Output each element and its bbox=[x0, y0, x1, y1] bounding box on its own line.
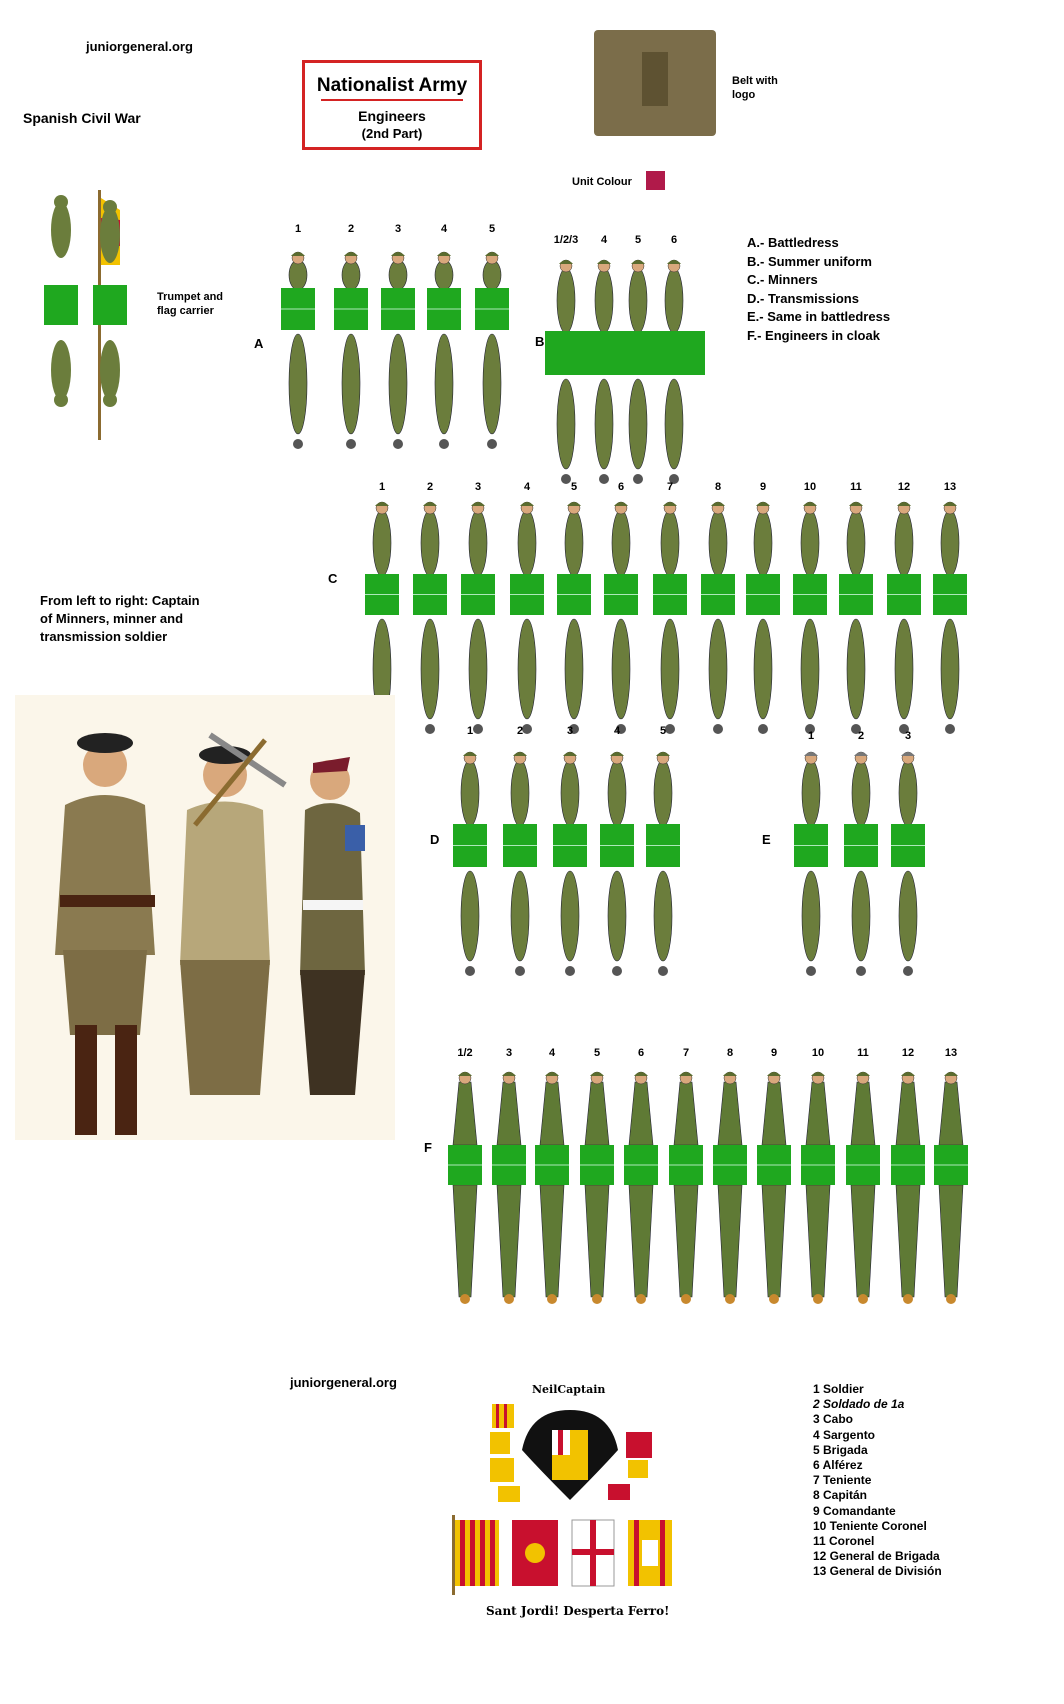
soldier-figure bbox=[836, 500, 876, 735]
figure-number: 1 bbox=[466, 725, 474, 737]
rank-item: 8 Capitán bbox=[813, 1488, 868, 1503]
figure-number: 7 bbox=[682, 1047, 690, 1059]
row-label-e: E bbox=[762, 832, 771, 847]
figure-number: 3 bbox=[394, 223, 402, 235]
rank-list bbox=[813, 1382, 942, 1580]
figure-number: 12 bbox=[897, 481, 911, 493]
unit-colour-label: Unit Colour bbox=[572, 176, 632, 188]
figure-number: 1 bbox=[294, 223, 302, 235]
soldier-figure bbox=[410, 500, 450, 735]
figure-number: 4 bbox=[523, 481, 531, 493]
legend-item: B.- Summer uniform bbox=[747, 253, 872, 269]
soldier-figure bbox=[790, 500, 830, 735]
soldier-figure bbox=[754, 1070, 794, 1305]
figure-number: 3 bbox=[904, 730, 912, 742]
author-name: NeilCaptain bbox=[532, 1383, 606, 1396]
page-title: Nationalist Army bbox=[316, 75, 468, 96]
uniform-illustration bbox=[15, 695, 395, 1140]
soldier-figure bbox=[577, 1070, 617, 1305]
soldier-figure bbox=[841, 750, 881, 977]
legend-item: D.- Transmissions bbox=[747, 290, 859, 306]
soldier-figure bbox=[601, 500, 641, 735]
soldier-figure bbox=[445, 1070, 485, 1305]
soldier-figure bbox=[472, 250, 512, 450]
figure-number: 6 bbox=[637, 1047, 645, 1059]
soldier-figure bbox=[843, 1070, 883, 1305]
figure-number: 4 bbox=[440, 223, 448, 235]
rank-item: 10 Teniente Coronel bbox=[813, 1518, 927, 1533]
soldier-figure bbox=[743, 500, 783, 735]
figure-number: 2 bbox=[516, 725, 524, 737]
soldier-figure bbox=[489, 1070, 529, 1305]
base-strip bbox=[545, 331, 705, 375]
figure-number: 1 bbox=[378, 481, 386, 493]
figure-number: 1/2/3 bbox=[553, 234, 579, 246]
rank-item: 11 Coronel bbox=[813, 1534, 875, 1549]
figure-number: 11 bbox=[850, 481, 862, 493]
figure-number: 2 bbox=[857, 730, 865, 742]
soldier-figure bbox=[500, 750, 540, 977]
figure-number: 13 bbox=[944, 1047, 958, 1059]
row-label-d: D bbox=[430, 832, 440, 847]
figure-number: 10 bbox=[811, 1047, 825, 1059]
soldier-figure bbox=[791, 750, 831, 977]
figure-number: 3 bbox=[505, 1047, 513, 1059]
trumpet-flag-figures bbox=[30, 190, 130, 445]
figure-number: 5 bbox=[488, 223, 496, 235]
soldier-figure bbox=[424, 250, 464, 450]
figure-number: 2 bbox=[347, 223, 355, 235]
title-underline bbox=[321, 99, 463, 101]
figure-number: 4 bbox=[600, 234, 608, 246]
figure-number: 1/2 bbox=[457, 1047, 473, 1059]
rank-item: 13 General de División bbox=[813, 1564, 942, 1579]
banners bbox=[450, 1515, 680, 1600]
legend-item: E.- Same in battledress bbox=[747, 309, 891, 324]
legend bbox=[747, 234, 890, 345]
soldier-figure bbox=[930, 500, 970, 735]
figure-number: 1 bbox=[807, 730, 815, 742]
row-label-c: C bbox=[328, 571, 338, 586]
figure-number: 12 bbox=[901, 1047, 915, 1059]
soldier-figure bbox=[798, 1070, 838, 1305]
figure-number: 4 bbox=[548, 1047, 556, 1059]
rank-item: 2 Soldado de 1a bbox=[813, 1397, 905, 1412]
figure-number: 5 bbox=[659, 725, 667, 737]
title-line2: Engineers bbox=[358, 108, 426, 124]
figure-number: 2 bbox=[426, 481, 434, 493]
soldier-figure bbox=[532, 1070, 572, 1305]
soldier-figure bbox=[554, 500, 594, 735]
row-label-f: F bbox=[424, 1140, 432, 1155]
figure-number: 3 bbox=[566, 725, 574, 737]
title-line3: (2nd Part) bbox=[361, 126, 423, 141]
title-box bbox=[302, 60, 482, 150]
row-label-a: A bbox=[254, 336, 264, 351]
rank-item: 9 Comandante bbox=[813, 1503, 896, 1518]
figure-number: 10 bbox=[803, 481, 817, 493]
belt-image bbox=[594, 30, 716, 136]
soldier-figure bbox=[650, 500, 690, 735]
figure-number: 8 bbox=[714, 481, 722, 493]
soldier-figure bbox=[666, 1070, 706, 1305]
soldier-figure bbox=[458, 500, 498, 735]
rank-item: 12 General de Brigada bbox=[813, 1549, 940, 1564]
figure-number: 6 bbox=[617, 481, 625, 493]
rank-item: 4 Sargento bbox=[813, 1427, 876, 1442]
soldier-figure bbox=[698, 500, 738, 735]
rank-item: 3 Cabo bbox=[813, 1412, 854, 1427]
soldier-figure bbox=[331, 250, 371, 450]
legend-item: C.- Minners bbox=[747, 272, 818, 287]
figure-number: 5 bbox=[593, 1047, 601, 1059]
figure-number: 11 bbox=[857, 1047, 869, 1059]
motto: Sant Jordi! Desperta Ferro! bbox=[486, 1604, 670, 1618]
row-label-b: B bbox=[535, 334, 545, 349]
figure-number: 9 bbox=[770, 1047, 778, 1059]
soldier-figure bbox=[278, 250, 318, 450]
soldier-figure bbox=[621, 1070, 661, 1305]
soldier-figure bbox=[597, 750, 637, 977]
figure-number: 8 bbox=[726, 1047, 734, 1059]
figure-number: 5 bbox=[570, 481, 578, 493]
footer-site: juniorgeneral.org bbox=[290, 1375, 397, 1390]
figure-number: 9 bbox=[759, 481, 767, 493]
site-name: juniorgeneral.org bbox=[86, 39, 193, 54]
legend-item: A.- Battledress bbox=[747, 235, 839, 250]
figure-number: 5 bbox=[634, 234, 642, 246]
rank-item: 6 Alférez bbox=[813, 1458, 863, 1473]
illustration-caption: From left to right: Captain of Minners, minner and transmission soldier bbox=[40, 593, 200, 644]
figure-number: 6 bbox=[670, 234, 678, 246]
figure-number: 13 bbox=[943, 481, 957, 493]
castle-icon bbox=[642, 52, 668, 106]
figure-number: 4 bbox=[613, 725, 621, 737]
rank-item: 1 Soldier bbox=[813, 1382, 864, 1396]
legend-item: F.- Engineers in cloak bbox=[747, 327, 880, 343]
rank-item: 5 Brigada bbox=[813, 1442, 868, 1457]
page-subtitle: Spanish Civil War bbox=[23, 110, 141, 126]
rank-item: 7 Teniente bbox=[813, 1473, 872, 1488]
soldier-figure bbox=[931, 1070, 971, 1305]
unit-colour-swatch bbox=[646, 171, 665, 190]
trumpet-flag-label: Trumpet and flag carrier bbox=[157, 291, 224, 317]
belt-label: Belt with logo bbox=[732, 75, 778, 101]
figure-number: 7 bbox=[666, 481, 674, 493]
soldier-figure bbox=[888, 750, 928, 977]
coat-of-arms bbox=[480, 1400, 660, 1515]
soldier-figure bbox=[550, 750, 590, 977]
soldier-figure bbox=[507, 500, 547, 735]
soldier-figure bbox=[378, 250, 418, 450]
soldier-figure bbox=[710, 1070, 750, 1305]
soldier-figure bbox=[643, 750, 683, 977]
soldier-figure bbox=[884, 500, 924, 735]
soldier-figure bbox=[888, 1070, 928, 1305]
figure-number: 3 bbox=[474, 481, 482, 493]
soldier-figure bbox=[450, 750, 490, 977]
